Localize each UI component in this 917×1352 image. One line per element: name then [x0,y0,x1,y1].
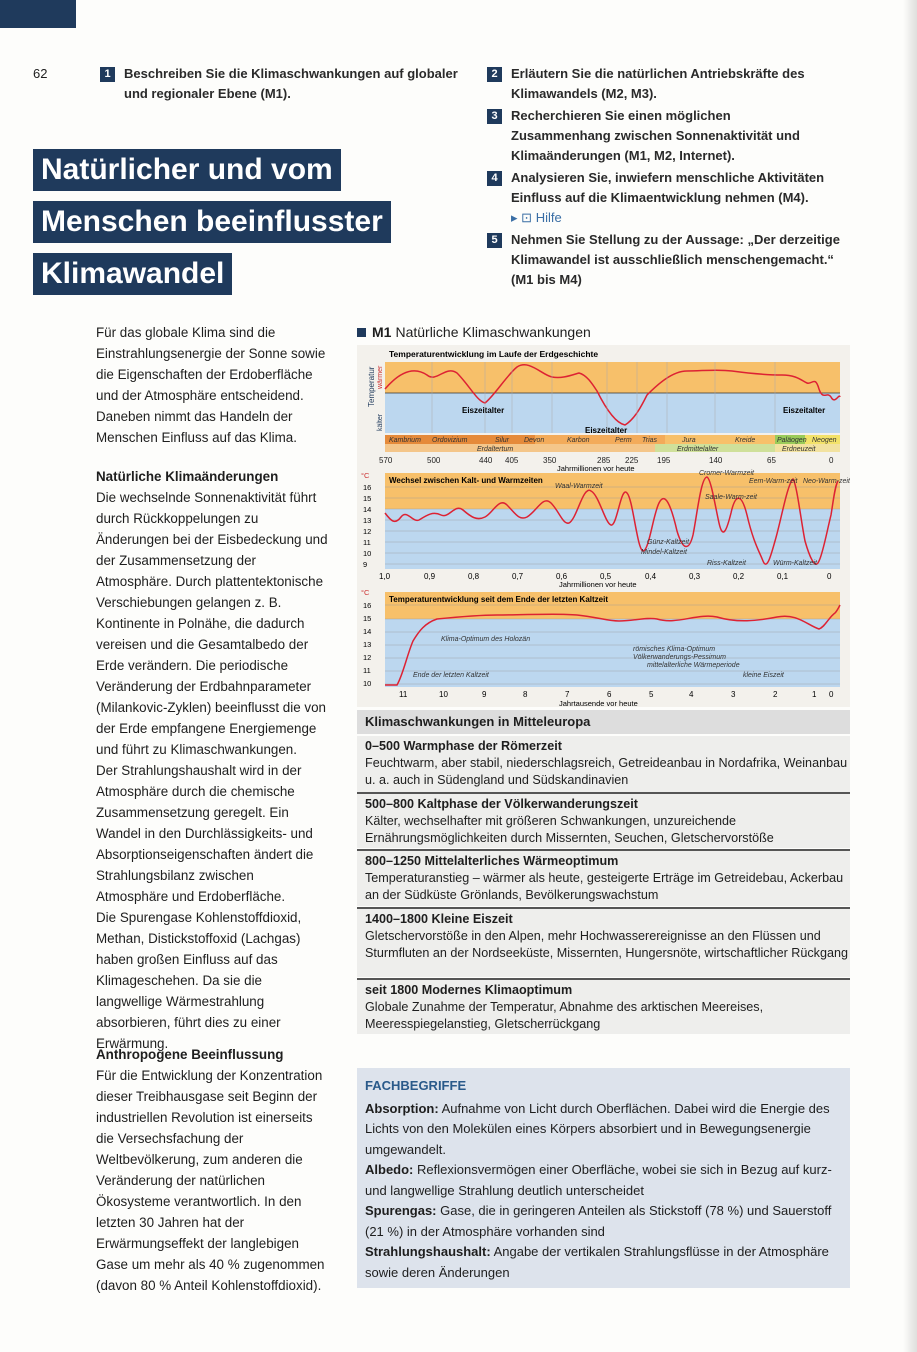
chart2-xtick: 0,2 [733,572,745,581]
task-number: 1 [100,67,115,82]
chart2-title: Wechsel zwischen Kalt- und Warmzeiten [389,476,543,485]
chart3-xtick: 11 [399,690,408,699]
period-text: Kälter, wechselhafter mit größeren Schwankungen, unzureichende Ernährungsmöglichkeiten durch Missernten, Seuchen, Gletschervorstöße [365,814,774,845]
chart2-xtick: 0 [827,572,832,581]
task-text: Analysieren Sie, inwiefern menschliche Aktivitäten Einfluss auf die Klimaentwicklung nehmen (M4). [511,170,825,205]
chart1-xtick: 405 [505,456,519,465]
period-text: Feuchtwarm, aber stabil, niederschlagsreich, Getreideanbau in Nordafrika, Weinanbau u. a. auch in Südengland und Südskandinavien [365,756,848,787]
chart3-ytick: 11 [363,666,371,675]
paragraph: Für die Entwicklung der Konzentration dieser Treibhausgase seit Beginn der industriellen Revolution ist einerseits die Versechsfachung der Weltbevölkerung, zum anderen die Veränderung der natürlichen Ökosysteme verantwortlich. In den letzten 30 Jahren hat der Erwärmungseffekt der langlebigen Gase um mehr als 40 % zugenommen (davon 80 % Anteil Kohlenstoffdioxid). [96,1068,325,1293]
chart3-ytick: 16 [363,601,372,610]
chart3-ytick: 13 [363,640,372,649]
m1-title: Natürliche Klimaschwankungen [395,324,591,340]
period-text: Gletschervorstöße in den Alpen, mehr Hochwasserereignisse an den Flüssen und Sturmfluten an der Nordseeküste, Missernten, Hungersnöte, wirtschaftlicher Rückgang [365,929,848,960]
chart2-xtick: 0,6 [556,572,568,581]
section-heading: Anthropogene Beeinflussung [96,1047,284,1062]
chart3-xtick: 8 [523,690,528,699]
label-kleine-eiszeit: kleine Eiszeit [743,672,784,679]
m1-label: M1 [372,324,392,340]
chart1-xtick: 500 [427,456,441,465]
term-definition: Angabe der vertikalen Strahlungsflüsse in der Atmosphäre sowie deren Änderungen [365,1244,829,1280]
play-icon: ▸ [511,210,518,225]
chart1-title: Temperaturentwicklung im Laufe der Erdgeschichte [389,349,599,359]
chart1-xtick: 0 [829,456,834,465]
task-1 [100,64,480,104]
chart2-ytick: 16 [363,483,372,492]
term: Absorption: [365,1100,439,1116]
era-erdmittelalter: Erdmittelalter [677,446,719,453]
period-text: Globale Zunahme der Temperatur, Abnahme des arktischen Meereises, Meeresspiegelanstieg, Gletscherrückgang [365,1000,764,1031]
section-heading: Natürliche Klimaänderungen [96,469,279,484]
term-entry [365,1099,842,1161]
label-voelkerwanderung: Völkerwanderungs-Pessimum [633,654,726,661]
chart1-ylabel: Temperatur [367,366,376,407]
paragraph: Die Spurengase Kohlenstoffdioxid, Methan, Distickstoffoxid (Lachgas) haben großen Einfluss auf das Klimageschehen. Da sie die langwellige Wärmestrahlung absorbieren, führt dies zu einer Erwärmung. [96,910,302,1051]
chart2-xtick: 0,1 [777,572,789,581]
climate-charts [357,345,850,707]
paragraph: Die wechselnde Sonnenaktivität führt durch Rückkoppelungen zu Änderungen bei der Eisbedeckung und der Zusammensetzung der Atmosphäre. Durch plattentektonische Verschiebungen gelangen z. B. Kontinente in Polnähe, die dadurch vereisen und die Gesamtalbedo der Erde verändern. Die periodische Veränderung der Erdbahnparameter (Milankovic-Zyklen) beeinflusst die von der Erde empfangene Energiemenge und führt zu Klimaschwankungen. [96,490,328,757]
era-erdneuzeit: Erdneuzeit [782,446,816,453]
label-waal: Waal-Warmzeit [555,483,603,490]
label-mittelalter: mittelalterliche Wärmeperiode [647,662,740,669]
chart2-ytick: 11 [363,538,371,547]
term: Spurengas: [365,1203,437,1218]
chart1-xtick: 350 [543,456,557,465]
chart3-xtick: 5 [649,690,654,699]
page-number: 62 [33,66,48,81]
chart3-xtick: 7 [565,690,570,699]
hilfe-label: Hilfe [535,210,562,225]
term: Strahlungshaushalt: [365,1244,491,1259]
chart2-ytick: 10 [363,549,372,558]
chart1-eiszeit-2: Eiszeitalter [585,426,628,435]
help-icon: ⊡ [521,210,533,225]
period-row [357,792,850,848]
period-title: 0–500 Warmphase der Römerzeit [365,739,562,753]
chart3-title: Temperaturentwicklung seit dem Ende der letzten Kaltzeit [389,595,609,604]
period-silur: Silur [495,437,510,444]
chart1-xtick: 140 [709,456,723,465]
period-jura: Jura [682,437,696,444]
chart2-xtick: 0,3 [689,572,701,581]
task-text: Beschreiben Sie die Klimaschwankungen auf globaler und regionaler Ebene (M1). [124,66,458,101]
period-row [357,907,850,977]
page-edge-shadow [903,0,917,1352]
chart3-xtick: 6 [607,690,612,699]
period-title: 500–800 Kaltphase der Völkerwanderungszeit [365,797,638,811]
task-2 [487,64,847,104]
term-entry [365,1160,842,1201]
label-holozaen-optimum: Klima-Optimum des Holozän [441,636,531,643]
chart3-ytick: 14 [363,627,372,636]
chart3-ytick: 10 [363,679,372,688]
chart2-ytick: 9 [363,560,368,569]
chart-kalt-warmzeiten [361,470,850,589]
chart1-eiszeit-3: Eiszeitalter [783,406,826,415]
m1-heading [357,324,591,340]
chart3-xtick: 3 [731,690,736,699]
chart2-ytick: 12 [363,527,372,536]
chart2-ytick: 15 [363,494,372,503]
label-neo: Neo-Warm-zeit [803,478,850,485]
period-trias: Trias [642,437,658,444]
task-text: Erläutern Sie die natürlichen Antriebskräfte des Klimawandels (M2, M3). [511,66,805,101]
chart1-eiszeit-1: Eiszeitalter [462,406,505,415]
label-riss: Riss-Kaltzeit [707,560,746,567]
task-number: 2 [487,67,502,82]
title-line-3: Klimawandel [33,253,232,295]
chart1-xtick: 65 [767,456,776,465]
era-erdaltertum: Erdaltertum [477,446,514,453]
period-ordovizium: Ordovizium [432,437,468,444]
chart2-unit-c: °C [361,471,370,480]
square-bullet-icon [357,328,366,337]
period-palaeogen: Paläogen [777,437,807,444]
period-neogen: Neogen [812,437,837,444]
label-guenz: Günz-Kaltzeit [647,539,690,546]
period-title: seit 1800 Modernes Klimaoptimum [365,983,573,997]
hilfe-link[interactable] [511,210,562,226]
period-karbon: Karbon [567,437,590,444]
chart1-xtick: 225 [625,456,639,465]
period-title: 1400–1800 Kleine Eiszeit [365,912,513,926]
term-definition: Reflexionsvermögen einer Oberfläche, wobei sie sich in Bezug auf kurz- und langwellige Strahlung deutlich unterscheidet [365,1162,832,1198]
chart2-xtick: 0,7 [512,572,524,581]
task-4 [487,168,847,208]
term-entry [365,1242,842,1283]
chart2-xtick: 1,0 [379,572,391,581]
top-color-bar [0,0,76,28]
section-anthropogenic [96,1044,328,1296]
period-text: Temperaturanstieg – wärmer als heute, gesteigerte Erträge im Getreidebau, Ackerbau an der Südküste Grönlands, Bevölkerungswachstum [365,871,844,902]
chart1-unit: Jahrmillionen vor heute [557,464,635,473]
task-number: 5 [487,233,502,248]
chart1-ylow: kälter [377,413,384,431]
task-number: 3 [487,109,502,124]
chart3-xtick: 9 [482,690,487,699]
chart3-unit: Jahrtausende vor heute [559,699,638,707]
label-wuerm: Würm-Kaltzeit [773,560,817,567]
period-perm: Perm [615,437,632,444]
chart2-xtick: 0,8 [468,572,480,581]
period-kreide: Kreide [735,437,756,444]
period-row [357,978,850,1034]
chart2-xtick: 0,5 [600,572,612,581]
chart3-ytick: 15 [363,614,372,623]
period-kambrium: Kambrium [389,437,421,444]
term-entry [365,1201,842,1242]
chart2-xtick: 0,4 [645,572,657,581]
title-line-2: Menschen beeinflusster [33,201,391,243]
chart1-xtick: 285 [597,456,611,465]
term-definition: Gase, die in geringeren Anteilen als Stickstoff (78 %) und Sauerstoff (21 %) in der Atmosphäre vorhanden sind [365,1203,832,1239]
chart1-xtick: 195 [657,456,671,465]
term-definition: Aufnahme von Licht durch Oberflächen. Dabei wird die Energie des Lichts von den Molekülen eines Körpers absorbiert und in Bewegungsenergie umgewandelt. [365,1100,830,1157]
chart3-xtick: 2 [773,690,778,699]
task-3 [487,106,847,166]
chart2-ytick: 13 [363,516,372,525]
period-row [357,849,850,906]
chart3-xtick: 4 [689,690,694,699]
fachbegriffe-box [357,1068,850,1288]
task-5 [487,230,847,290]
table-title: Klimaschwankungen in Mitteleuropa [357,710,850,734]
period-title: 800–1250 Mittelalterliches Wärmeoptimum [365,854,619,868]
chart3-xtick: 10 [439,690,448,699]
title-line-1: Natürlicher und vom [33,149,341,191]
chart1-yhigh: wärmer [377,365,384,389]
chart3-unit-c: °C [361,588,370,597]
task-text: Recherchieren Sie einen möglichen Zusammenhang zwischen Sonnenaktivität und Klimaänderungen (M1, M2, Internet). [511,108,800,163]
label-ende-kaltzeit: Ende der letzten Kaltzeit [413,672,489,679]
intro-text: Für das globale Klima sind die Einstrahlungsenergie der Sonne sowie die Eigenschaften der Erdoberfläche und der Atmosphäre entscheidend. Daneben nimmt das Handeln der Menschen Einfluss auf das Klima. [96,325,326,445]
section-natural [96,466,328,1054]
chart2-unit: Jahrmillionen vor heute [559,580,637,589]
paragraph: Der Strahlungshaushalt wird in der Atmosphäre durch die chemische Zusammensetzung geregelt. Ein Wandel in den Durchlässigkeits- und Absorptionseigenschaften ändert die Strahlungsbilanz zwischen Atmosphäre und Erdoberfläche. [96,763,314,904]
chart2-xtick: 0,9 [424,572,436,581]
period-devon: Devon [524,437,545,444]
chart2-ytick: 14 [363,505,372,514]
term: Albedo: [365,1162,414,1177]
label-saale: Saale-Warm-zeit [705,494,757,501]
chart3-ytick: 12 [363,653,372,662]
chart1-xtick: 570 [379,456,393,465]
task-text: Nehmen Sie Stellung zu der Aussage: „Der derzeitige Klimawandel ist ausschließlich menschengemacht.“ (M1 bis M4) [511,232,840,287]
task-number: 4 [487,171,502,186]
label-cromer: Cromer-Warmzeit [699,470,754,477]
fachbegriffe-heading: FACHBEGRIFFE [365,1078,467,1093]
label-mindel: Mindel-Kaltzeit [641,549,687,556]
chart1-xtick: 440 [479,456,493,465]
chart3-xtick: 0 [829,690,834,699]
period-row [357,736,850,792]
label-eem: Eem-Warm-zeit [749,478,798,485]
chart3-xtick: 1 [812,690,817,699]
label-roemisch: römisches Klima-Optimum [633,646,716,653]
